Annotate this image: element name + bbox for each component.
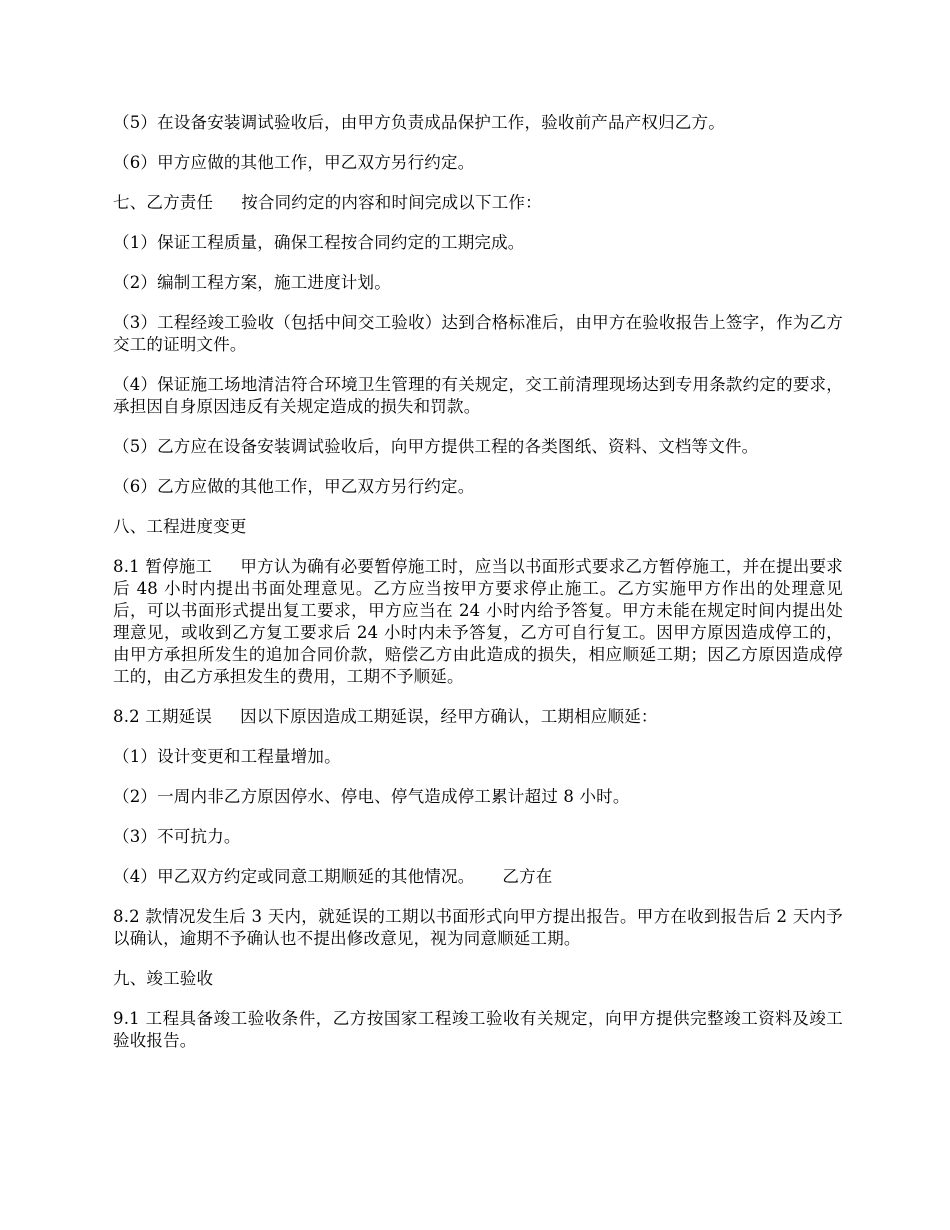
clause-c4-other-situations xyxy=(113,866,843,888)
document-body xyxy=(113,112,843,1070)
clause-title: 8.1 暂停施工 xyxy=(113,557,213,576)
paragraph-text-tail: 乙方在 xyxy=(502,867,553,886)
paragraph-text: （1）设计变更和工程量增加。 xyxy=(113,747,341,766)
clause-c3-force-majeure xyxy=(113,826,843,848)
clause-8-2-report xyxy=(113,906,843,950)
paragraph-text: （4）甲乙双方约定或同意工期顺延的其他情况。 xyxy=(113,867,475,886)
clause-b1-quality xyxy=(113,232,843,254)
clause-b5-documents xyxy=(113,436,843,458)
paragraph-text: （1）保证工程质量，确保工程按合同约定的工期完成。 xyxy=(113,233,525,252)
paragraph-text: 9.1 工程具备竣工验收条件，乙方按国家工程竣工验收有关规定，向甲方提供完整竣工资料及竣工验收报告。 xyxy=(113,1009,843,1050)
paragraph-text: （5）在设备安装调试验收后，由甲方负责成品保护工作，验收前产品产权归乙方。 xyxy=(113,113,725,132)
clause-9-1-completion xyxy=(113,1008,843,1052)
section-title: 七、乙方责任 xyxy=(113,193,214,212)
paragraph-text: （4）保证施工场地清洁符合环境卫生管理的有关规定，交工前清理现场达到专用条款约定的要求，承担因自身原因违反有关规定造成的损失和罚款。 xyxy=(113,375,843,416)
clause-b4-site-cleanliness xyxy=(113,374,843,418)
clause-a5-product-protection xyxy=(113,112,843,134)
section-title: 九、竣工验收 xyxy=(113,969,214,988)
section-7-heading xyxy=(113,192,843,214)
clause-b6-other-work xyxy=(113,476,843,498)
clause-8-2-delay xyxy=(113,706,843,728)
clause-c2-utility-outage xyxy=(113,786,843,808)
clause-b3-acceptance xyxy=(113,312,843,356)
paragraph-text: 因以下原因造成工期延误，经甲方确认，工期相应顺延： xyxy=(240,707,658,726)
clause-title: 8.2 工期延误 xyxy=(113,707,213,726)
paragraph-text: （3）工程经竣工验收（包括中间交工验收）达到合格标准后，由甲方在验收报告上签字，作为乙方交工的证明文件。 xyxy=(113,313,843,354)
clause-8-1-suspension xyxy=(113,556,843,688)
paragraph-text: （2）一周内非乙方原因停水、停电、停气造成停工累计超过 8 小时。 xyxy=(113,787,630,806)
paragraph-text: 8.2 款情况发生后 3 天内，就延误的工期以书面形式向甲方提出报告。甲方在收到报告后 2 天内予以确认，逾期不予确认也不提出修改意见，视为同意顺延工期。 xyxy=(113,907,843,948)
paragraph-text: （6）甲方应做的其他工作，甲乙双方另行约定。 xyxy=(113,153,475,172)
paragraph-text: （2）编制工程方案，施工进度计划。 xyxy=(113,273,391,292)
clause-b2-plan xyxy=(113,272,843,294)
section-title: 八、工程进度变更 xyxy=(113,517,247,536)
section-9-heading xyxy=(113,968,843,990)
clause-c1-design-change xyxy=(113,746,843,768)
paragraph-text: （3）不可抗力。 xyxy=(113,827,241,846)
paragraph-text: 按合同约定的内容和时间完成以下工作： xyxy=(241,193,542,212)
clause-a6-other-work xyxy=(113,152,843,174)
paragraph-text: （5）乙方应在设备安装调试验收后，向甲方提供工程的各类图纸、资料、文档等文件。 xyxy=(113,437,759,456)
paragraph-text: （6）乙方应做的其他工作，甲乙双方另行约定。 xyxy=(113,477,475,496)
section-8-heading xyxy=(113,516,843,538)
paragraph-text: 甲方认为确有必要暂停施工时，应当以书面形式要求乙方暂停施工，并在提出要求后 48 小时内提出书面处理意见。乙方应当按甲方要求停止施工。乙方实施甲方作出的处理意见后，可以书面形式提出复工要求，甲方应当在 24 小时内给予答复。甲方未能在规定时间内提出处理意见，或收到乙方复工要求后 24 小时内未予答复，乙方可自行复工。因甲方原因造成停工的，由甲方承担所发生的追加合同价款，赔偿乙方由此造成的损失，相应顺延工期；因乙方原因造成停工的，由乙方承担发生的费用，工期不予顺延。 xyxy=(113,557,843,686)
